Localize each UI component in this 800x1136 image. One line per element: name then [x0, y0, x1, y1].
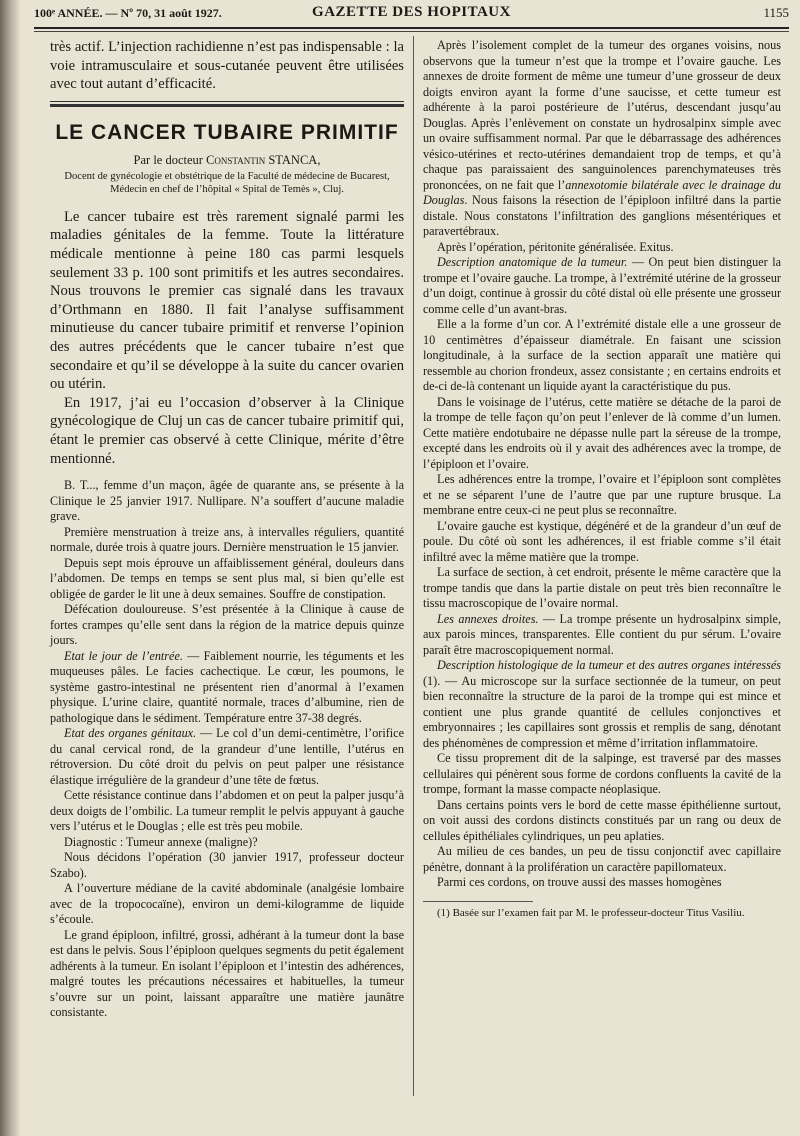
case-paragraph: Depuis sept mois éprouve un affaiblissement général, douleurs dans l’abdomen. De temps en temps se sent plus mal, si bien qu’elle est obligée de garder le lit une à deux semaines. Souffre de constipation. — [50, 555, 404, 601]
right-column — [423, 38, 781, 920]
section-rule-thick — [50, 104, 404, 107]
case-paragraph: Après l’opération, péritonite généralisée. Exitus. — [437, 239, 674, 254]
case-paragraph: Au milieu de ces bandes, un peu de tissu conjonctif avec capillaire pénètre, donnant à la prolifération un caractère papillomateux. — [423, 844, 781, 874]
case-paragraph: Dans le voisinage de l’utérus, cette matière se détache de la paroi de la trompe de telle façon qu’on peut l’enlever de là comme d’un lumen. Cette matière endotubaire ne dépasse nulle part la séreuse de la trompe, excepté dans les endroits où il y avait des adhérences avec la trompe, de l’épiploon et l’ovaire. — [423, 394, 781, 471]
article-title: LE CANCER TUBAIRE PRIMITIF — [55, 120, 399, 144]
case-paragraph: Description anatomique de la tumeur. — On peut bien distinguer la trompe et l’ovaire gauche. La trompe, à l’extrémité utérine de la grosseur d’un doigt, continue à grossir du côté distal où elle présente une grosseur comme celle d’un avant-bras. — [423, 255, 781, 316]
case-paragraph: Le grand épiploon, infiltré, grossi, adhérant à la tumeur dont la base est dans le pelvis. Sous l’épiploon quelques segments du petit également adhérents à la tumeur. En isolant l’épiploon et l’intestin des adhérences, malgré toutes les précautions nécessaires et habituelles, la tumeur s’ouvre sur un point, laissant apparaître une matière jaunâtre consistante. — [50, 927, 404, 1020]
case-paragraph: Parmi ces cordons, on trouve aussi des masses homogènes — [437, 875, 722, 889]
book-spine-shadow — [0, 0, 20, 1136]
paragraph: Le cancer tubaire est très rarement signalé parmi les maladies génitales de la femme. Toute la littérature médicale mentionne à peine 180 cas parmi lesquels seulement 33 p. 100 sont primitifs et les autres secondaires. Nous trouvons le premier cas signalé dans les travaux d’Orthmann en 1880. Il fait l’analyse suffisamment minutieuse du cancer tubaire primitif et renverse l’opinion des autres précédents que le cancer tubaire n’est que secondaire et qu’il se développe à la suite du cancer ovarien ou utérin. — [50, 208, 404, 393]
author-affiliation-2: Médecin en chef de l’hôpital « Spital de Temès », Cluj. — [110, 183, 344, 195]
author-name: Constantin STANCA, — [206, 152, 321, 167]
paragraph: En 1917, j’ai eu l’occasion d’observer à la Clinique gynécologique de Cluj un cas de cancer tubaire primitif qui, étant le premier cas observé à cette Clinique, mérite d’être mentionné. — [50, 394, 404, 467]
case-paragraph: Description histologique de la tumeur et des autres organes intéressés (1). — Au microscope sur la surface sectionnée de la tumeur, on peut bien reconnaître la structure de la paroi de la trompe qui est mince et contient une plus grande quantité de cellules conjonctives et embryonnaires ; les capillaires sont grossis et remplis de sang, dénotant des phénomènes de compression et même d’irritation inflammatoire. — [423, 658, 781, 750]
case-paragraph: Elle a la forme d’un cor. A l’extrémité distale elle a une grosseur de 10 centimètres d’épaisseur diamétrale. En faisant une scission longitudinale, à la surface de la section apparaît une matière qui ressemble au chorion frondeux, assez consistante ; en certains endroits et de-ci de-là contenant un liquide ayant la caractéristique du pus. — [423, 317, 781, 393]
issue-info: 100ᵉ ANNÉE. — Nº 70, 31 août 1927. — [34, 6, 222, 20]
case-paragraph: Etat des organes génitaux. — Le col d’un demi-centimètre, l’orifice du canal cervical rond, de la grandeur d’une lentille, l’utérus en rétroversion. Du côté droit du pelvis on peut palper une résistance élastique irrégulière de la grandeur d’une tête de fœtus. — [50, 726, 405, 787]
case-paragraph: Les annexes droites. — La trompe présente un hydrosalpinx simple, aux parois minces, transparentes. Elle contient du pur sérum. L’ovaire paraît être macroscopiquement normal. — [423, 611, 781, 657]
case-paragraph: B. T..., femme d’un maçon, âgée de quarante ans, se présente à la Clinique le 25 janvier 1917. Nullipare. N’a souffert d’aucune maladie grave. — [50, 478, 404, 524]
footnote: (1) Basée sur l’examen fait par M. le professeur-docteur Titus Vasiliu. — [437, 906, 745, 919]
left-column — [50, 38, 404, 1021]
case-paragraph: Première menstruation à treize ans, à intervalles réguliers, quantité normale, durée trois à quatre jours. Dernière menstruation le 15 janvier. — [50, 524, 404, 555]
header-rule-thin — [34, 31, 789, 32]
intro-paragraph: très actif. L’injection rachidienne n’est pas indispensable : la voie intramusculaire et sous-cutanée peuvent être utilisées avec tout autant d’efficacité. — [50, 39, 404, 93]
case-paragraph: L’ovaire gauche est kystique, dégénéré et de la grandeur d’un œuf de poule. Du côté où sont les adhérences, il est friable comme s’il était infiltré avec la même matière que la trompe. — [423, 518, 781, 564]
case-paragraph: Ce tissu proprement dit de la salpinge, est traversé par des masses cellulaires qui pénèrent sous forme de cordons confluents la cavité de la trompe, formant la masse compacte néoplasique. — [423, 751, 781, 796]
case-paragraph: Dans certains points vers le bord de cette masse épithélienne surtout, on voit aussi des cordons distincts constitués par un rang ou deux de cellules épithéliales cylindriques, un peu aplaties. — [423, 797, 781, 843]
page-header — [34, 3, 789, 23]
section-rule-thin — [50, 101, 404, 102]
page-number: 1155 — [763, 5, 789, 20]
footnote-rule — [423, 901, 533, 902]
spacer — [50, 468, 404, 478]
column-divider — [413, 36, 414, 1096]
case-paragraph: A l’ouverture médiane de la cavité abdominale (analgésie lombaire avec de la tropococaïne), environ un demi-kilogramme de liquide s’écoule. — [50, 881, 404, 927]
case-paragraph: Diagnostic : Tumeur annexe (maligne)? — [64, 834, 258, 849]
case-paragraph: La surface de section, à cet endroit, présente le même caractère que la trompe tandis que dans la partie distale on peut très bien reconnaître le tissu macroscopique de l’ovaire normal. — [423, 565, 781, 610]
case-paragraph: Défécation douloureuse. S’est présentée à la Clinique à cause de fortes crampes qu’elle sent dans la région de la matrice depuis quinze jours. — [50, 602, 404, 648]
author-affiliation-1: Docent de gynécologie et obstétrique de la Faculté de médecine de Bucarest, — [64, 170, 390, 182]
journal-title: GAZETTE DES HOPITAUX — [312, 4, 511, 20]
case-paragraph: Les adhérences entre la trompe, l’ovaire et l’épiploon sont complètes et ne se séparent l’une de l’autre que par une rupture brusque. La membrane entre ceux-ci ne peut plus se reconnaître. — [423, 472, 781, 517]
case-paragraph: Nous décidons l’opération (30 janvier 1917, professeur docteur Szabo). — [50, 850, 404, 880]
header-rule — [34, 27, 789, 29]
article-author: Par le docteur Constantin STANCA, — [133, 152, 321, 167]
case-paragraph: Cette résistance continue dans l’abdomen et on peut la palper jusqu’à deux doigts de l’ombilic. La tumeur remplit le pelvis appuyant à gauche vers l’utérus et le Douglas ; elle est très peu mobile. — [50, 788, 404, 834]
case-paragraph: Etat le jour de l’entrée. — Faiblement nourrie, les téguments et les muqueuses pâles. Le facies cachectique. Le cœur, les poumons, le système gastro-intestinal ne présentent rien d’anormal à l’examen physique. L’urine claire, quantité normale, traces d’albumine, rien de pathologique dans le sédiment. Température entre 37-38 degrés. — [50, 648, 404, 725]
case-paragraph: Après l’isolement complet de la tumeur des organes voisins, nous observons que la tumeur n’est que la trompe et l’ovaire gauche. Les annexes de droite forment de même une tumeur d’une grosseur de deux doigts environ ayant la forme d’une saucisse, et cette tumeur est adhérente à la paroi postérieure de l’utérus, descendant jusqu’au Douglas. Après l’enlèvement on constate un hydrosalpinx simple avec un ovaire suffisamment normal. Par que le débarrassage des adhérences vésico-utérines et recto-utérines demandaient trop de temps, et qu’à chaque pas paraissaient des sanguinolences parenchymateuses très prononcées, on ne fait que l’annexotomie bilatérale avec le drainage du Douglas. Nous faisons la résection de l’épiploon infiltré dans la partie distale. Nous constatons l’infiltration des ganglions mésentériques et paravertébraux. — [423, 38, 781, 238]
